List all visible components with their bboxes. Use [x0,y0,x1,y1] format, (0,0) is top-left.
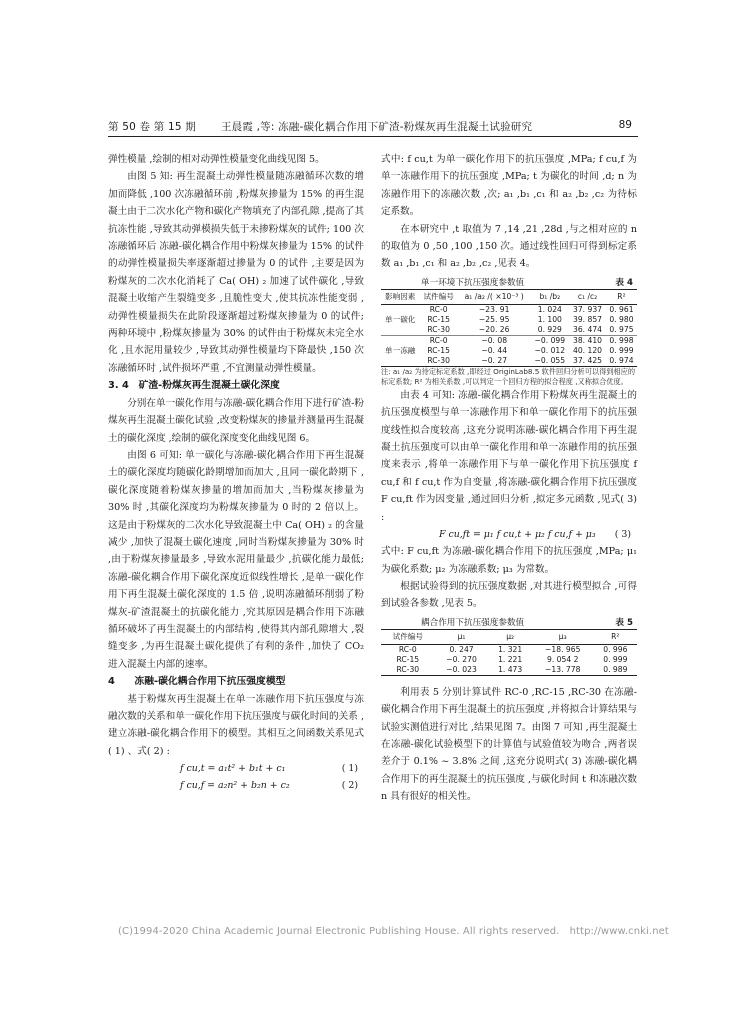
table-header-cell: μ₃ [532,629,594,644]
table-cell: 0. 999 [603,654,628,664]
table-cell: 0. 975 [609,324,634,334]
table-cell: 1. 024 [537,304,562,314]
running-header-title: 第 50 卷 第 15 期 王晨霞 ,等: 冻融-碳化耦合作用下矿渣-粉煤灰再生混凝土试验研究 [108,121,533,133]
table-header-cell: b₁ /b₂ [531,289,570,304]
table-cell: RC-30 [427,324,450,334]
section-heading-3-4: 3. 4 矿渣-粉煤灰再生混凝土碳化深度 [108,380,280,392]
table-4-note: 注: a₁ /a₂ 为待定标定系数 ,即经过 OriginLab8.5 软件回归分析可以得到相应的标定系数; R² 为相关系数 ,可以判定一个回归方程的拟合程度 ,又称拟合优度。 [381,366,636,386]
equation-3 [381,526,637,543]
table-4-title: 单一环境下抗压强度参数值 [421,277,525,288]
table-cell: −0. 055 [531,356,570,367]
paragraph: 由图 6 可知: 单一碳化与冻融-碳化耦合作用下再生混凝土的碳化深度均随碳化龄期增加而加大 ,且同一碳化龄期下 ,碳化深度随着粉煤灰掺量的增加而加大 ,当粉煤灰掺量为 30% 时 ,其碳化深度均为粉煤灰掺量为 0 时的 2 倍以上。这是由于粉煤灰的二次水化导致混凝土中 Ca( OH) ₂ 的含量减少 ,加快了混凝土碳化速度 ,同时当粉煤灰掺量为 30% 时 ,由于粉煤灰掺量最多 ,导致水泥用量最少 ,抗碳化能力最低; 冻融-碳化耦合作用下碳化深度近似线性增长 ,是单一碳化作用下再生混凝土碳化深度的 1.5 倍 ,说明冻融循环削弱了粉煤灰-矿渣混凝土的抗碳化能力 ,究其原因是耦合作用下冻融循环破坏了再生混凝土的内部结构 ,使得其内部孔隙增大 ,裂缝变多 ,为再生混凝土碳化提供了有利的条件 ,加快了 CO₂ 进入混凝土内部的速率。 [108,449,364,670]
paragraph: 利用表 5 分别计算试件 RC-0 ,RC-15 ,RC-30 在冻融-碳化耦合作用下再生混凝土的抗压强度 ,并将拟合计算结果与试验实测值进行对比 ,结果见图 7。由图 7 可知 ,再生混凝土在冻融-碳化试验模型下的计算值与试验值较为吻合 ,两者误差介于 0.1% ~ 3.8% 之间 ,这充分说明式( 3) 冻融-碳化耦合作用下的再生混凝土的抗压强度 ,与碳化时间 t 和冻融次数 n 具有很好的相关性。 [381,686,637,803]
table-cell: 0. 974 [606,356,637,367]
table-header-cell: 试件编号 [419,289,457,304]
table-cell: 36. 474 [573,324,603,334]
table-cell: RC-0 [398,644,417,654]
table-5-caption [381,615,637,629]
table-row [381,655,637,665]
table-cell: −0. 012 [534,345,566,355]
equation-1-formula: f cu,t = a₁t² + b₁t + c₁ [180,763,286,775]
table-row [381,356,637,367]
paragraph: 式中: f cu,t 为单一碳化作用下的抗压强度 ,MPa; f cu,f 为单一冻融作用下的抗压强度 ,MPa; t 为碳化的时间 ,d; n 为冻融作用下的冻融次数 ,次; a₁ ,b₁ ,c₁ 和 a₂ ,b₂ ,c₂ 为待标定系数。 [381,154,637,218]
table-cell: RC-30 [381,665,435,676]
table-4-number: 表 4 [615,277,633,288]
table-row [381,315,637,325]
table-cell: −0. 099 [531,335,570,346]
table-cell: 0. 961 [609,304,634,314]
table-cell: 39. 857 [573,314,603,324]
table-cell: RC-0 [429,304,448,314]
page-number: 89 [618,119,632,131]
left-column [108,151,364,794]
table-row [381,644,637,655]
table-cell: −18. 965 [545,644,581,654]
table-cell: 1. 221 [498,654,523,664]
equation-3-formula: F cu,ft = μ₁ f cu,t + μ₂ f cu,f + μ₃ [439,529,596,541]
table-cell: 37. 425 [569,356,606,367]
equation-2 [108,777,364,794]
equation-1 [108,760,364,777]
table-cell: −0. 08 [458,335,531,346]
table-header-cell: 试件编号 [381,629,435,644]
table-4-caption [381,275,637,289]
table-cell: RC-15 [427,314,450,324]
table-cell: 0. 980 [609,314,634,324]
table-cell: RC-0 [419,335,457,346]
copyright-watermark: (C)1994-2020 China Academic Journal Electronic Publishing House. All rights reserved. http://www.cnki.net [118,926,669,937]
paragraph: 在本研究中 ,t 取值为 7 ,14 ,21 ,28d ,与之相对应的 n 的取值为 0 ,50 ,100 ,150 次。通过线性回归可得到标定系数 a₁ ,b₁ ,c₁ 和 a₂ ,b₂ ,c₂ ,见表 4。 [381,223,637,270]
table-cell: −23. 91 [478,304,510,314]
table-5-title: 耦合作用下抗压强度参数值 [421,617,525,628]
equation-3-number: ( 3) [614,529,631,541]
table-5 [381,629,637,676]
paragraph: 式中: F cu,ft 为冻融-碳化耦合作用下的抗压强度 ,MPa; μ₁ 为碳化系数; μ₂ 为冻融系数; μ₃ 为常数。 [381,546,637,575]
table-cell: −0. 44 [481,345,508,355]
table-cell: 9. 054 2 [547,654,579,664]
paragraph: 根据试验得到的抗压强度数据 ,对其进行模型拟合 ,可得到试验各参数 ,见表 5。 [381,580,637,610]
table-cell: −25. 95 [478,314,510,324]
right-column [381,151,637,806]
table-cell-factor: 单一冻融 [381,335,419,366]
table-header-cell: c₁ /c₂ [569,289,606,304]
table-5-number: 表 5 [615,617,633,628]
table-cell: −20. 26 [478,324,510,334]
table-row [381,665,637,676]
equation-2-number: ( 2) [341,780,358,792]
table-cell: −0. 023 [435,665,489,676]
table-cell: 0. 929 [537,324,562,334]
paragraph: 基于粉煤灰再生混凝土在单一冻融作用下抗压强度与冻融次数的关系和单一碳化作用下抗压强度与碳化时间的关系 ,建立冻融-碳化耦合作用下的模型。其相互之间函数关系见式( 1) 、式( 2) : [108,693,364,757]
table-cell-factor: 单一碳化 [385,314,416,324]
table-cell: −0. 270 [446,654,477,664]
section-heading-4: 4 冻融-碳化耦合作用下抗压强度模型 [108,676,286,688]
table-header-cell: R² [594,629,637,644]
table-cell: 0. 247 [449,644,474,654]
table-cell: RC-30 [419,356,457,367]
paragraph: 由表 4 可知: 冻融-碳化耦合作用下粉煤灰再生混凝土的抗压强度模型与单一冻融作用下和单一碳化作用下的抗压强度线性拟合度较高 ,这充分说明冻融-碳化耦合作用下再生混凝土抗压强度可以由单一碳化作用和单一冻融作用的抗压强度来表示 ,将单一冻融作用下与单一碳化作用下抗压强度 f cu,f 和 f cu,t 作为自变量 ,将冻融-碳化耦合作用下抗压强度 F cu,ft 作为因变量 ,通过回归分析 ,拟定多元函数 ,见式( 3) : [381,389,637,523]
header-rule [108,136,638,137]
table-header-cell: a₁ /a₂ /( ×10⁻³ ) [458,289,531,304]
table-cell: 37. 937 [573,304,603,314]
table-header-cell: μ₂ [488,629,531,644]
table-cell: 0. 989 [594,665,637,676]
table-header-cell: μ₁ [435,629,489,644]
table-header-cell: R² [606,289,637,304]
table-header-cell: 影响因素 [381,289,419,304]
paragraph: 弹性模量 ,绘制的相对动弹性模量变化曲线见图 5。 [108,154,325,165]
equation-1-number: ( 1) [341,763,358,775]
table-4 [381,289,637,367]
table-row [381,325,637,336]
paragraph: 分别在单一碳化作用与冻融-碳化耦合作用下进行矿渣-粉煤灰再生混凝土碳化试验 ,改变粉煤灰的掺量并测量再生混凝土的碳化深度 ,绘制的碳化深度变化曲线见图 6。 [108,397,364,444]
table-cell: 40. 120 [573,345,603,355]
table-row [381,304,637,315]
table-cell: −0. 27 [458,356,531,367]
table-row [381,335,637,346]
paragraph: 由图 5 知: 再生混凝土动弹性模量随冻融循环次数的增加而降低 ,100 次冻融循环前 ,粉煤灰掺量为 15% 的再生混凝土由于二次水化产物和碳化产物填充了内部孔隙 ,提高了其抗冻性能 ,导致其动弹模损失低于未掺粉煤灰的试件; 100 次冻融循环后 冻融-碳化耦合作用中粉煤灰掺量为 15% 的试件的动弹性模量损失率逐渐超过掺量为 0 的试件 ,主要是因为粉煤灰的二次水化消耗了 Ca( OH) ₂ 加速了试件碳化 ,导致混凝土收缩产生裂缝变多 ,且脆性变大 ,使其抗冻性能变弱 ,动弹性模量损失在此阶段逐渐超过粉煤灰掺量为 0 的试件; 两种环境中 ,粉煤灰掺量为 30% 的试件由于粉煤灰未完全水化 ,且水泥用量较少 ,导致其动弹性模量均下降最快 ,150 次冻融循环时 ,试件损坏严重 ,不宜测量动弹性模量。 [108,171,364,374]
equation-2-formula: f cu,f = a₂n² + b₂n + c₂ [180,780,290,792]
table-cell: 1. 100 [537,314,562,324]
table-cell: 38. 410 [569,335,606,346]
table-row [381,346,637,356]
table-cell: 0. 996 [603,644,628,654]
table-cell: RC-15 [427,345,450,355]
table-cell: RC-15 [396,654,420,664]
table-cell: 0. 999 [609,345,634,355]
table-cell: 0. 998 [606,335,637,346]
table-cell: 1. 321 [498,644,523,654]
table-cell: −13. 778 [532,665,594,676]
table-cell: 1. 473 [488,665,531,676]
